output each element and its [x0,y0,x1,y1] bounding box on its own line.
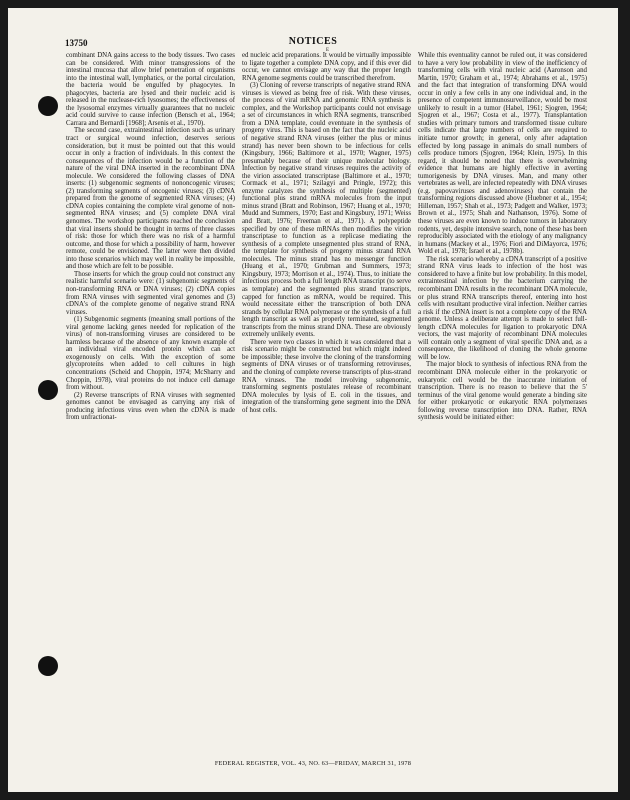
text-column-2 [242,52,411,774]
section-heading: NOTICES [288,36,338,47]
paragraph: (2) Reverse transcripts of RNA viruses with segmented genomes cannot be envisaged as carrying any risk of producing infectious virus even when the cDNA is made from unfractionat- [66,391,235,422]
paragraph: Those inserts for which the group could not construct any realistic harmful scenario were: (1) subgenomic segments of non-transforming RNA or DNA viruses; (2) cDNA copies from RNA viruses with segmented viral genomes and (3) cDNA's of the complete genome of negative strand RNA viruses. [66,270,235,316]
paragraph: The second case, extraintestinal infection such as urinary tract or surgical wound infection, deserves serious consideration, but it must be pointed out that this would occur in only a fraction of individuals. In this context the consequences of the infection would be a function of the nature of the viral DNA inserted in the recombinant DNA molecule. We considered the following classes of DNA inserts: (1) subgenomic segments of nononcogenic viruses; (2) transforming segments of oncogenic viruses; (3) cDNA prepared from the genome of segmented RNA viruses; (4) cDNA copies containing the complete viral genome of non-segmented RNA viruses; and (5) complete DNA viral genomes. The workshop participants reached the conclusion that viral inserts should be thought in terms of three classes of risk: those for which there was no risk of a harmful outcome, and those for which a possibility of harm, however remote, could be envisioned. The latter were then divided into those scenarios which may well in reality be impossible, and those which are felt to be possible. [66,127,235,271]
paragraph: While this eventuality cannot be ruled out, it was considered to have a very low probability in view of the inefficiency of transforming cells with viral nucleic acid (Aaronson and Martin, 1970; Graham et al., 1974; Abrahams et al., 1975) and the fact that integration of transforming DNA would occur in only a few cells in any one individual and, in the presence of competent immunosurveillance, would be most unlikely to result in a tumor (Habel, 1961; Sjogren, 1964; Sjogren et al., 1967; Costa et al., 1977). Transplantation studies with primary tumors and transformed tissue culture cells indicate that large numbers of cells are required to initiate tumor growth; in general, only after adaptation effected by long passage in animals do small numbers of cells produce tumors (Sjogren, 1964; Klein, 1975). In this regard, it should be noted that there is overwhelming evidence that humans are highly effective in averting tumorigenesis by DNA viruses. Man, and many other vertebrates as well, are infected repeatedly with DNA viruses (e.g. papovaviruses and adenoviruses) that contain the transforming regions discussed above (Huebner et al., 1954; Hilleman, 1957; Shah et al., 1973; Padgett and Walker, 1973; Brown et al., 1975; Shah and Nathanson, 1976). Some of these viruses are even known to induce tumors in laboratory rodents, yet, despite intensive search, none of these has been reproducibly associated with the etiology of any malignancy in humans (Mackey et al., 1976; Fiori and DiMayorca, 1976; Wold et al., 1978; Israel et al., 1978b). [418,52,587,256]
paragraph: The risk scenario whereby a cDNA transcript of a positive strand RNA virus leads to infection of the host was considered to have a finite but low probability. In this model, extraintestinal infection by the bacterium carrying the recombinant DNA results in the recombinant DNA molecule, or plus strand RNA transcripts thereof, entering into host cells with resultant productive viral infection. Neither carries a risk if the cDNA insert is not a complete copy of the RNA genome. Unless a deliberate attempt is made to select full-length cDNA molecules for ligation to prokaryotic DNA vectors, the vast majority of recombinant DNA molecules will contain only a segment of viral specific DNA and, as a consequence, the likelihood of cloning the whole genome will be low. [418,255,587,361]
page-footer: FEDERAL REGISTER, VOL. 43, NO. 63—FRIDAY, MARCH 31, 1978 [214,760,412,767]
header-mark: E [326,48,330,53]
punch-hole [38,96,58,116]
page-number: 13750 [65,38,88,48]
paragraph: combinant DNA gains access to the body tissues. Two cases can be considered. With minor transgressions of the intestinal mucosa that allow brief penetration of organisms into the intestinal wall, lymphatics, or the portal circulation, the bacteria would be engulfed by phagocytes. In phagocytes, bacteria are lysed and their nucleic acid is released in the nuclease-rich lysosomes; the effectiveness of the lysosomal enzymes virtually guarantees that no nucleic acid could survive to cause infection (Bensch et al., 1964; Carrara and Bernardi [1968]; Arsenis et al., 1970). [66,52,235,127]
paragraph: (1) Subgenomic segments (meaning small portions of the viral genome lacking genes needed for replication of the virus) of non-transforming viruses are considered to be harmless because of the absence of any known example of an individual viral encoded protein which can act exogenously on cells. With the exception of some glycoproteins when added to cell cultures in high concentrations (Scheid and Choppin, 1974; McSharry and Choppin, 1978), viral proteins do not induce cell damage from without. [66,316,235,392]
paragraph: The major block to synthesis of infectious RNA from the recombinant DNA molecule either in the prokaryotic or eukaryotic cell would be the inaccurate initiation of transcription. There is no reason to believe that the 5' terminus of the viral genome would generate a binding site for either prokaryotic or eukaryotic RNA polymerases following reverse transcription into DNA. Rather, RNA synthesis would be initiated either: [418,361,587,422]
text-column-3 [418,52,587,774]
document-page [8,8,618,792]
text-column-1 [66,52,235,774]
punch-hole [38,656,58,676]
paragraph: There were two classes in which it was considered that a risk scenario might be constructed but which might indeed be impossible; these involve the cloning of the transforming segments of DNA viruses or of transforming retroviruses, and the cloning of complete reverse transcripts of plus-strand RNA viruses. The model involving subgenomic, transforming segments postulates release of recombinant DNA molecules by lysis of E. coli in the tissues, and integration of the transforming gene segment into the DNA of host cells. [242,338,411,414]
paragraph: (3) Cloning of reverse transcripts of negative strand RNA viruses is viewed as being free of risk. With these viruses, the process of viral mRNA and genomic RNA synthesis is complex, and the Workshop participants could not envisage a set of circumstances in which RNA segments, transcribed from a DNA template, could eventuate in the synthesis of progeny virus. This is based on the fact that the nucleic acid of negative strand RNA viruses (either the plus or minus strand) has never been shown to be infectious for cells (Kingsbury, 1966; Baltimore et al., 1970; Wagner, 1975) presumably because of their unique molecular biology. Infection by negative strand viruses requires the activity of the virion associated transcriptase (Baltimore et al., 1970; Cormack et al., 1971; Szilagyi and Pringle, 1972); this enzyme catalyzes the synthesis of multiple (segmented) functional plus strand mRNA molecules from the input minus strand (Bratt and Robinson, 1967; Huang et al., 1970; Mudd and Summers, 1970; East and Kingsbury, 1971; Weiss and Bratt, 1976; Freeman et al., 1971). A polypeptide specified by one of these mRNAs then modifies the virion transcriptase to function as a replicase mediating the synthesis of a complete unsegmented plus strand of RNA, the template for synthesis of progeny minus strand RNA molecules. The minus strand has no messenger function (Huang et al., 1970; Grubman and Summers, 1973; Kingsbury, 1973; Morrison et al., 1974). Thus, to initiate the infectious process both a full length RNA transcript (to serve as template) and the segmented plus strand transcripts, capped for function as mRNA, would be required. This would necessitate either the transcription of both DNA strands by cellular RNA polymerase or the synthesis of a full length transcript as well as properly terminated, segmented transcripts from the minus strand DNA. These are obviously extremely unlikely events. [242,82,411,339]
paragraph: ed nucleic acid preparations. It would be virtually impossible to ligate together a complete DNA copy, and if this ever did occur, we cannot envisage any way that the proper length RNA genome segments could be transcribed therefrom. [242,52,411,82]
punch-hole [38,380,58,400]
